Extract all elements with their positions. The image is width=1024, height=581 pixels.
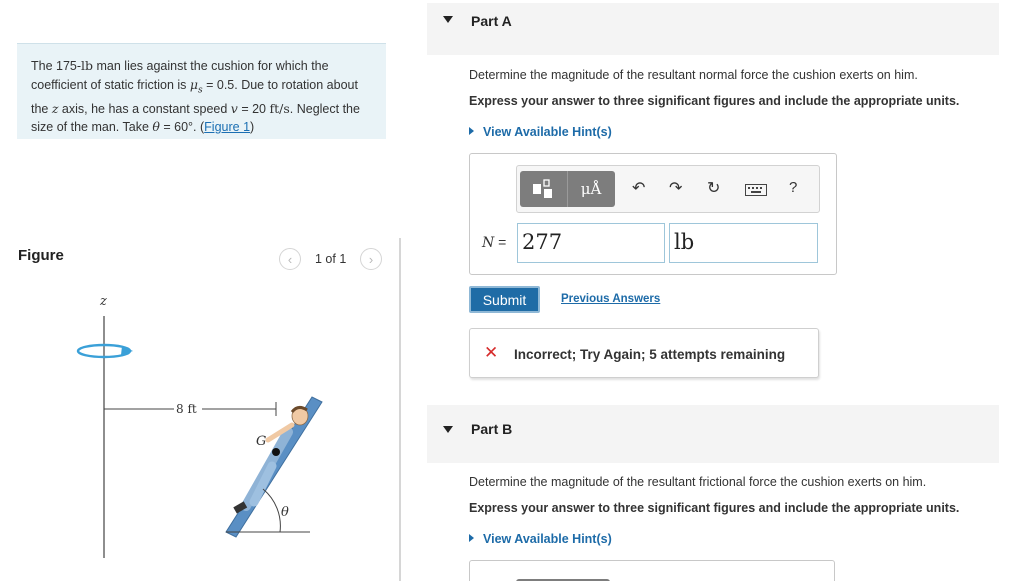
- hint-link-label: View Available Hint(s): [483, 125, 612, 139]
- problem-text: . Neglect the size of the man. Take: [31, 101, 360, 134]
- mu-subscript: s: [198, 85, 203, 95]
- part-b-answer-box: [469, 560, 835, 581]
- part-a-header[interactable]: [427, 3, 999, 55]
- angle-label: θ: [281, 505, 289, 520]
- redo-icon[interactable]: ↷: [669, 180, 683, 197]
- problem-text: = 60°. (: [159, 120, 205, 134]
- problem-text: The 175-: [31, 59, 82, 73]
- value-input[interactable]: 277: [517, 223, 665, 263]
- template-buttons: [520, 171, 615, 207]
- problem-pane: [0, 0, 400, 581]
- answer-box: [469, 153, 837, 275]
- weight-unit: lb: [81, 58, 94, 73]
- problem-text: man lies against the cushion for which the coefficient of static friction is: [31, 59, 329, 92]
- chevron-left-icon[interactable]: ‹: [279, 248, 301, 270]
- units-input[interactable]: lb: [669, 223, 818, 263]
- pane-divider[interactable]: [399, 238, 401, 581]
- v-symbol: v: [230, 100, 238, 116]
- problem-text: axis, he has a constant speed: [58, 101, 231, 116]
- speed-unit: ft/s: [269, 100, 290, 116]
- part-a-title: Part A: [471, 13, 512, 29]
- variable-label: [482, 234, 506, 251]
- problem-text: = 20: [237, 101, 270, 116]
- figure-pager-count: 1 of 1: [315, 252, 347, 266]
- part-a-question: Determine the magnitude of the resultant normal force the cushion exerts on him.: [469, 68, 918, 82]
- units-button-label: μÅ: [580, 180, 602, 198]
- cg-label: G: [256, 434, 267, 449]
- z-axis-label: z: [100, 294, 107, 309]
- caret-down-icon: [443, 426, 453, 433]
- caret-right-icon: [469, 127, 474, 135]
- problem-text: = 0.5. Due to rotation about the: [31, 77, 358, 116]
- figure-heading: Figure: [18, 247, 64, 264]
- part-b-hint-link[interactable]: [469, 532, 612, 546]
- part-b-title: Part B: [471, 421, 513, 437]
- math-toolbar: [516, 165, 820, 213]
- dimension-label: 8 ft: [176, 402, 197, 416]
- caret-right-icon: [469, 534, 474, 542]
- part-a-instruction: Express your answer to three significant figures and include the appropriate units.: [469, 94, 960, 108]
- variable-symbol: N: [482, 235, 495, 251]
- part-b-question: Determine the magnitude of the resultant frictional force the cushion exerts on him.: [469, 475, 927, 489]
- feedback-box: [469, 328, 819, 378]
- theta-symbol: θ: [152, 119, 160, 134]
- templates-icon[interactable]: [520, 171, 567, 207]
- hint-link-label: View Available Hint(s): [483, 532, 612, 546]
- keyboard-icon[interactable]: [745, 183, 767, 201]
- submit-button[interactable]: Submit: [469, 286, 540, 313]
- caret-down-icon: [443, 16, 453, 23]
- previous-answers-link[interactable]: Previous Answers: [561, 293, 661, 305]
- angle-arc: [263, 489, 280, 532]
- rotation-arrow-icon: [78, 345, 133, 357]
- reset-icon[interactable]: ↻: [707, 180, 721, 197]
- figure-image: [0, 280, 330, 570]
- problem-text: ): [250, 120, 255, 134]
- units-button[interactable]: [567, 171, 614, 207]
- mu-symbol: μ: [189, 76, 198, 92]
- z-symbol: z: [51, 100, 59, 116]
- help-icon[interactable]: ?: [789, 179, 798, 196]
- part-b-header[interactable]: [427, 405, 999, 463]
- chevron-right-icon[interactable]: ›: [360, 248, 382, 270]
- equals-sign: =: [498, 234, 507, 250]
- figure-link[interactable]: Figure 1: [204, 120, 251, 134]
- part-b-instruction: Express your answer to three significant figures and include the appropriate units.: [469, 501, 960, 515]
- error-icon: ✕: [484, 343, 499, 362]
- problem-statement: [17, 43, 386, 139]
- undo-icon[interactable]: ↶: [632, 180, 646, 197]
- feedback-message: Incorrect; Try Again; 5 attempts remaining: [514, 347, 786, 362]
- part-a-hint-link[interactable]: [469, 125, 612, 139]
